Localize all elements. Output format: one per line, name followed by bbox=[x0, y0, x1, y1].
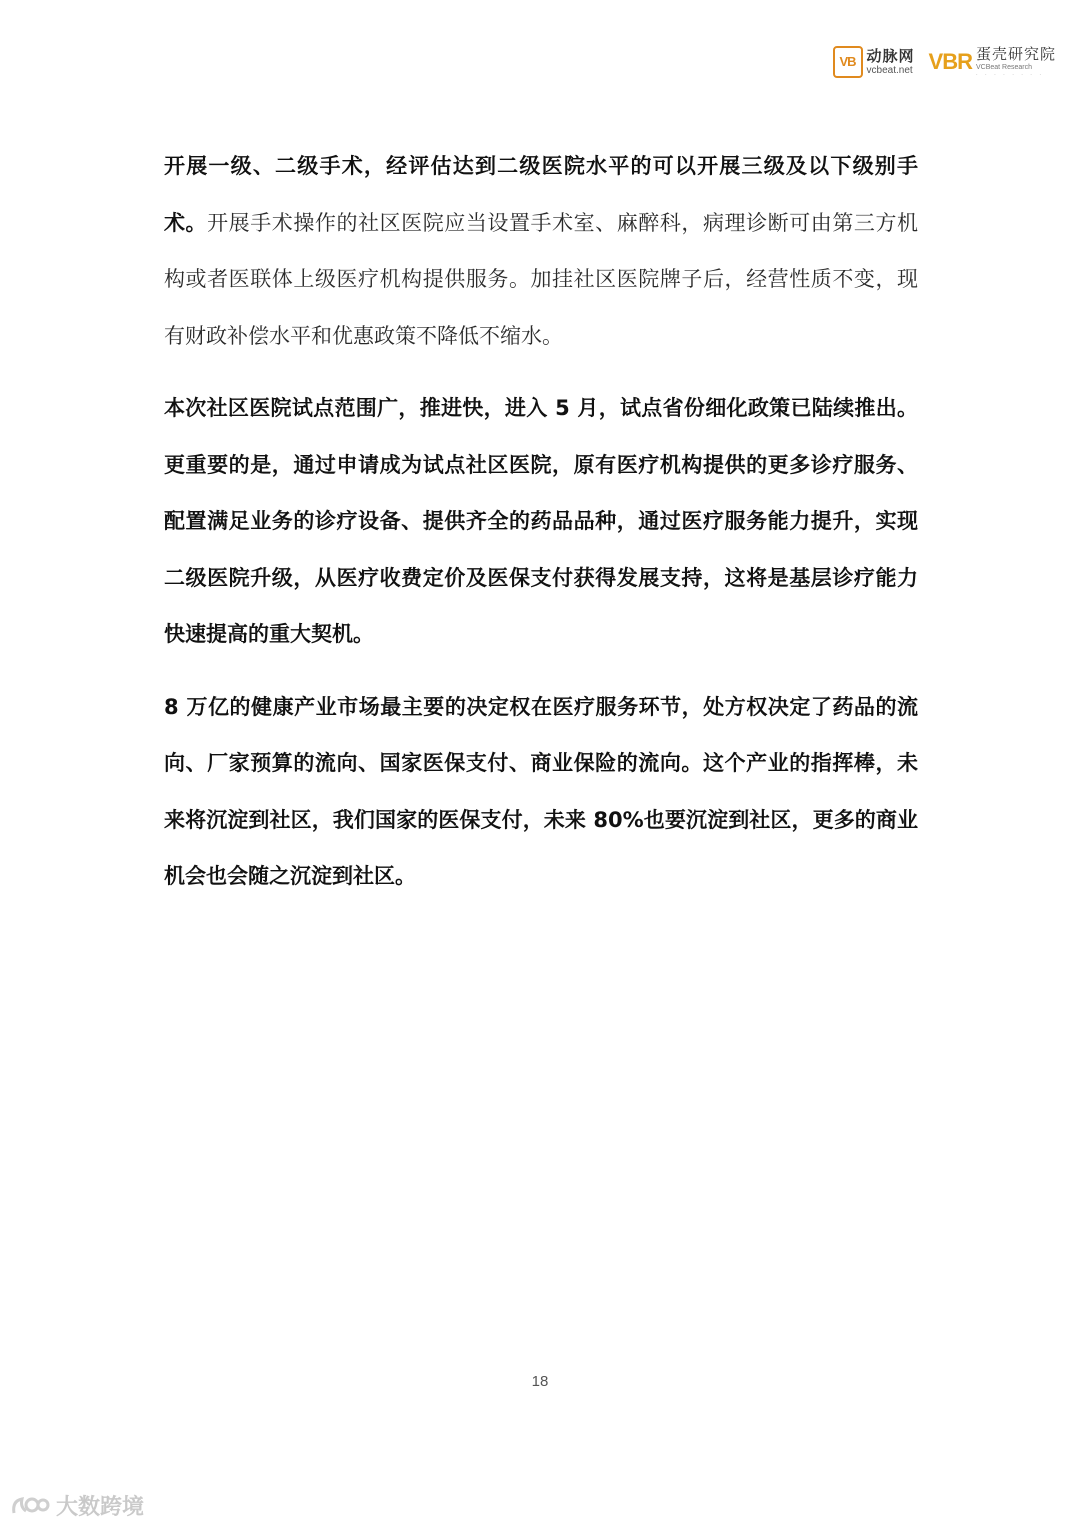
vcbeat-research-name-cn: 蛋壳研究院 bbox=[975, 44, 1056, 63]
vcbeat-research-logo bbox=[928, 44, 1056, 78]
vcbeat-name-cn: 动脉网 bbox=[866, 46, 915, 65]
vb-badge-icon: VB bbox=[833, 46, 863, 78]
watermark bbox=[10, 1490, 144, 1521]
vcbeat-research-logo-text bbox=[975, 44, 1056, 78]
vcbeat-research-tagline: · · · · · · · · bbox=[975, 71, 1045, 78]
paragraph-3: 8 万亿的健康产业市场最主要的决定权在医疗服务环节，处方权决定了药品的流向、厂家预算的流向、国家医保支付、商业保险的流向。这个产业的指挥棒，未来将沉淀到社区，我们国家的医保支付，未来 80%也要沉淀到社区，更多的商业机会也会随之沉淀到社区。 bbox=[164, 694, 918, 888]
paragraph-1 bbox=[164, 138, 918, 364]
vcbeat-logo-text bbox=[866, 46, 915, 76]
vcbeat-research-name-en: VCBeat Research bbox=[975, 63, 1033, 71]
paragraph-2: 本次社区医院试点范围广，推进快，进入 5 月，试点省份细化政策已陆续推出。更重要的是，通过申请成为试点社区医院，原有医疗机构提供的更多诊疗服务、配置满足业务的诊疗设备、提供齐全的药品品种，通过医疗服务能力提升，实现二级医院升级，从医疗收费定价及医保支付获得发展支持，这将是基层诊疗能力快速提高的重大契机。 bbox=[164, 396, 918, 646]
vcbeat-name-en: vcbeat.net bbox=[866, 64, 913, 76]
header-logos bbox=[833, 46, 1056, 78]
watermark-text: 大数跨境 bbox=[56, 1495, 145, 1520]
vcbeat-logo bbox=[833, 46, 915, 78]
vbr-mark-icon: VBR bbox=[928, 49, 972, 74]
watermark-logo-icon bbox=[10, 1493, 50, 1519]
paragraph-1-normal-run: 开展手术操作的社区医院应当设置手术室、麻醉科，病理诊断可由第三方机构或者医联体上级医疗机构提供服务。加挂社区医院牌子后，经营性质不变，现有财政补偿水平和优惠政策不降低不缩水。 bbox=[164, 210, 919, 348]
page-number: 18 bbox=[531, 1373, 549, 1390]
body-content bbox=[164, 138, 918, 921]
paragraph-1-bold-run: 开展一级、二级手术，经评估达到二级医院水平的可以开展三级及以下级别手术。 bbox=[164, 154, 918, 235]
